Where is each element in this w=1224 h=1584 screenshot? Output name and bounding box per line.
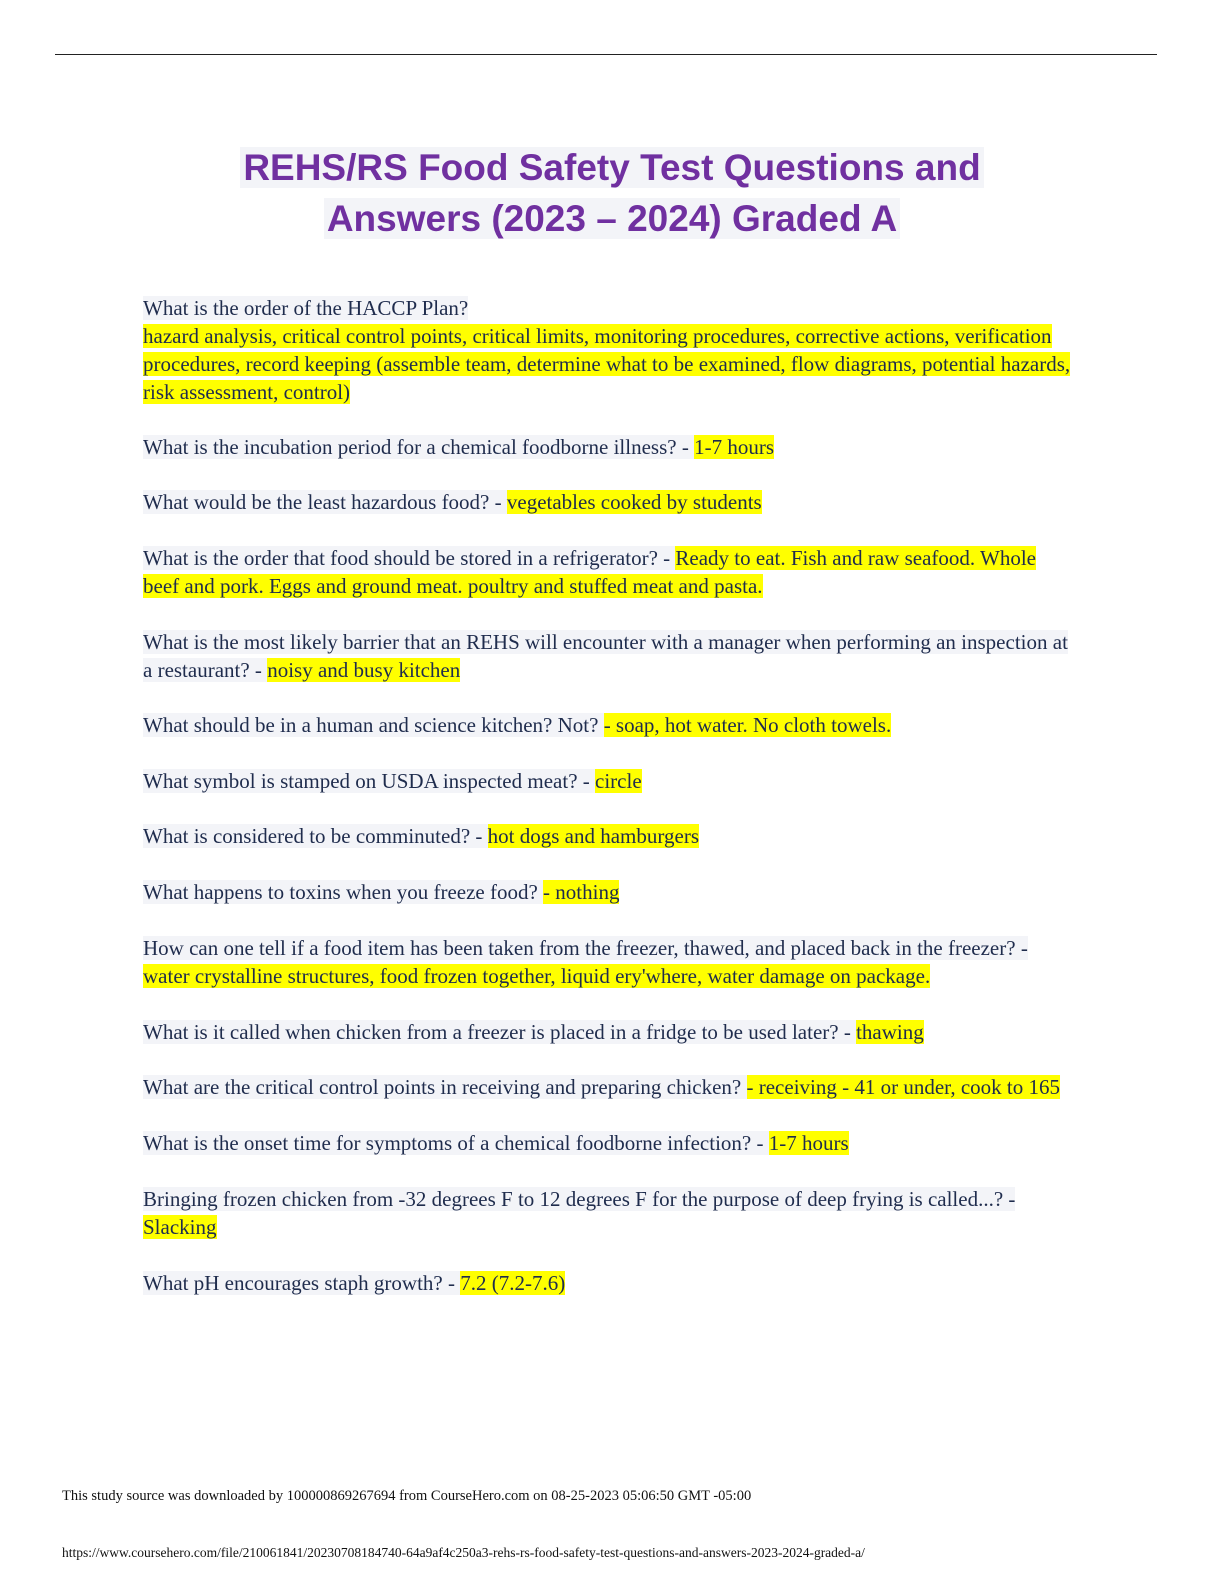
qa-item: [143, 822, 1073, 850]
qa-item: [143, 433, 1073, 461]
answer-highlight: Slacking: [143, 1215, 217, 1239]
answer-highlight: vegetables cooked by students: [506, 490, 762, 514]
answer-highlight: Ready to eat. Fish and raw seafood. Whole beef and pork. Eggs and ground meat. poultry and stuffed meat and pasta.: [143, 546, 1037, 598]
qa-item: [143, 294, 1073, 406]
qa-item: [143, 1185, 1073, 1241]
question: What is the most likely barrier that an REHS will encounter with a manager when performing an inspection at a restaurant? -: [143, 630, 1068, 682]
answer-highlight: - nothing: [543, 880, 620, 904]
answer-highlight: noisy and busy kitchen: [267, 658, 461, 682]
qa-item: [143, 1018, 1073, 1046]
question: What is the order that food should be stored in a refrigerator? -: [143, 546, 676, 570]
answer-highlight: 7.2 (7.2-7.6): [460, 1271, 566, 1295]
question: How can one tell if a food item has been taken from the freezer, thawed, and placed back in the freezer? -: [143, 936, 1028, 960]
qa-item: [143, 1269, 1073, 1297]
answer-highlight: hazard analysis, critical control points, critical limits, monitoring procedures, corrective actions, verification procedures, record keeping (assemble team, determine what to be examined, flow diagrams, potential hazards, risk assessment, control): [143, 324, 1071, 404]
source-url[interactable]: https://www.coursehero.com/file/210061841/20230708184740-64a9af4c250a3-rehs-rs-food-safety-test-questions-and-answers-2023-2024-graded-a/: [62, 1545, 865, 1560]
qa-item: [143, 934, 1073, 990]
qa-item: [143, 878, 1073, 906]
answer-highlight: - receiving - 41 or under, cook to 165: [746, 1075, 1060, 1099]
question: What symbol is stamped on USDA inspected meat? -: [143, 769, 596, 793]
answer-highlight: 1-7 hours: [694, 435, 774, 459]
question: What is considered to be comminuted? -: [143, 824, 488, 848]
answer-highlight: thawing: [856, 1020, 924, 1044]
question: What should be in a human and science kitchen? Not?: [143, 713, 604, 737]
question: What is it called when chicken from a freezer is placed in a fridge to be used later? -: [143, 1020, 857, 1044]
question: What would be the least hazardous food? -: [143, 490, 507, 514]
qa-item: [143, 1073, 1073, 1101]
qa-item: [143, 711, 1073, 739]
answer-highlight: - soap, hot water. No cloth towels.: [603, 713, 892, 737]
title-line-1: REHS/RS Food Safety Test Questions and: [240, 147, 983, 188]
question: What is the onset time for symptoms of a chemical foodborne infection? -: [143, 1131, 769, 1155]
answer-highlight: hot dogs and hamburgers: [487, 824, 699, 848]
question: What are the critical control points in receiving and preparing chicken?: [143, 1075, 747, 1099]
answer-highlight: water crystalline structures, food frozen together, liquid ery'where, water damage on package.: [143, 964, 931, 988]
document-title: [0, 142, 1224, 244]
download-notice: This study source was downloaded by 100000869267694 from CourseHero.com on 08-25-2023 05:06:50 GMT -05:00: [62, 1488, 752, 1504]
qa-list: [143, 294, 1073, 1297]
question: What happens to toxins when you freeze food?: [143, 880, 544, 904]
qa-item: [143, 767, 1073, 795]
question: What is the order of the HACCP Plan?: [143, 296, 469, 320]
answer-highlight: circle: [595, 769, 642, 793]
qa-item: [143, 628, 1073, 684]
qa-item: [143, 1129, 1073, 1157]
title-line-2: Answers (2023 – 2024) Graded A: [324, 198, 900, 239]
question: What is the incubation period for a chemical foodborne illness? -: [143, 435, 695, 459]
top-rule: [55, 54, 1157, 55]
qa-item: [143, 488, 1073, 516]
answer-highlight: 1-7 hours: [768, 1131, 849, 1155]
question: What pH encourages staph growth? -: [143, 1271, 461, 1295]
question: Bringing frozen chicken from -32 degrees F to 12 degrees F for the purpose of deep frying is called...? -: [143, 1187, 1016, 1211]
qa-item: [143, 544, 1073, 600]
